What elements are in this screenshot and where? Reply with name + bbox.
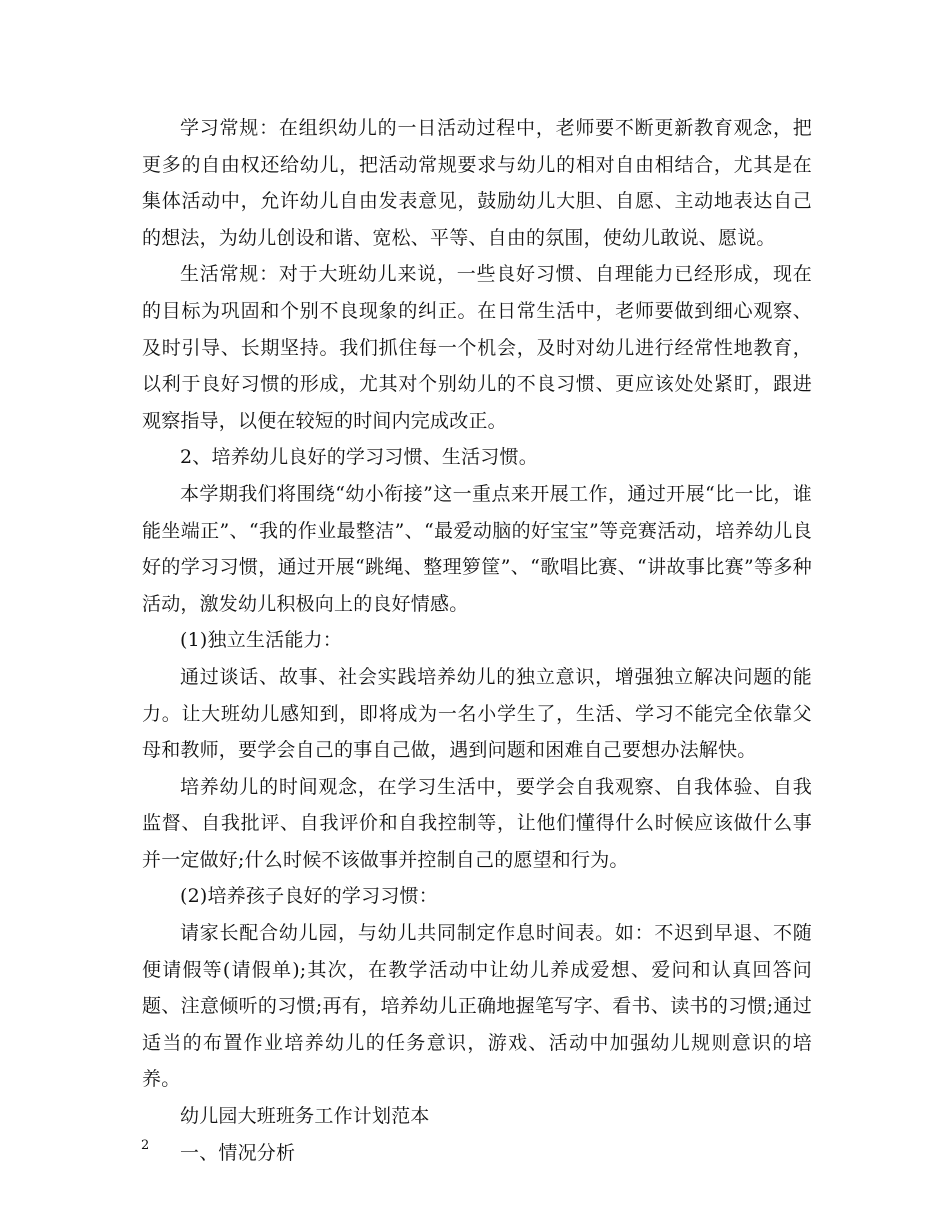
paragraph-subheading-independence: (1)独立生活能力：: [180, 629, 342, 652]
paragraph-parent-cooperation: 请家长配合幼儿园，与幼儿共同制定作息时间表。如：不迟到早退、不随便请假等(请假单);其次，在教学活动中让幼儿养成爱想、爱问和认真回答问题、注意倾听的习惯;再有，培养幼儿正确地握笔写字、看书、读书的习惯;通过适当的布置作业培养幼儿的任务意识，游戏、活动中加强幼儿规则意识的培养。: [142, 922, 812, 1091]
paragraph-situation-analysis: 一、情况分析: [180, 1141, 296, 1164]
document-body: [142, 110, 812, 1171]
paragraph-semester-plan: 本学期我们将围绕“幼小衔接”这一重点来开展工作，通过开展“比一比，谁能坐端正”、“我的作业最整洁”、“最爱动脑的好宝宝”等竞赛活动，培养幼儿良好的学习习惯，通过开展“跳绳、整理箩筐”、“歌唱比赛、“讲故事比赛”等多种活动，激发幼儿积极向上的良好情感。: [142, 482, 812, 615]
paragraph-life-routine: 生活常规：对于大班幼儿来说，一些良好习惯、自理能力已经形成，现在的目标为巩固和个别不良现象的纠正。在日常生活中，老师要做到细心观察、及时引导、长期坚持。我们抓住每一个机会，及时对幼儿进行经常性地教育，以利于良好习惯的形成，尤其对个别幼儿的不良习惯、更应该处处紧盯，跟进观察指导，以便在较短的时间内完成改正。: [142, 263, 812, 432]
paragraph-plan-title: 幼儿园大班班务工作计划范本: [180, 1105, 430, 1128]
paragraph-independence: 通过谈话、故事、社会实践培养幼儿的独立意识，增强独立解决问题的能力。让大班幼儿感知到，即将成为一名小学生了，生活、学习不能完全依靠父母和教师，要学会自己的事自己做，遇到问题和困难自己要想办法解快。: [142, 665, 812, 762]
page-number: 2: [141, 1138, 150, 1153]
paragraph-heading-habits: 2、培养幼儿良好的学习习惯、生活习惯。: [180, 446, 538, 469]
paragraph-subheading-study-habits: (2)培养孩子良好的学习习惯：: [180, 885, 438, 908]
paragraph-learning-routine: 学习常规：在组织幼儿的一日活动过程中，老师要不断更新教育观念，把更多的自由权还给幼儿，把活动常规要求与幼儿的相对自由相结合，尤其是在集体活动中，允许幼儿自由发表意见，鼓励幼儿大胆、自愿、主动地表达自己的想法，为幼儿创设和谐、宽松、平等、自由的氛围，使幼儿敢说、愿说。: [142, 117, 812, 249]
paragraph-time-concept: 培养幼儿的时间观念，在学习生活中，要学会自我观察、自我体验、自我监督、自我批评、自我评价和自我控制等，让他们懂得什么时候应该做什么事并一定做好;什么时候不该做事并控制自己的愿望和行为。: [142, 775, 812, 871]
